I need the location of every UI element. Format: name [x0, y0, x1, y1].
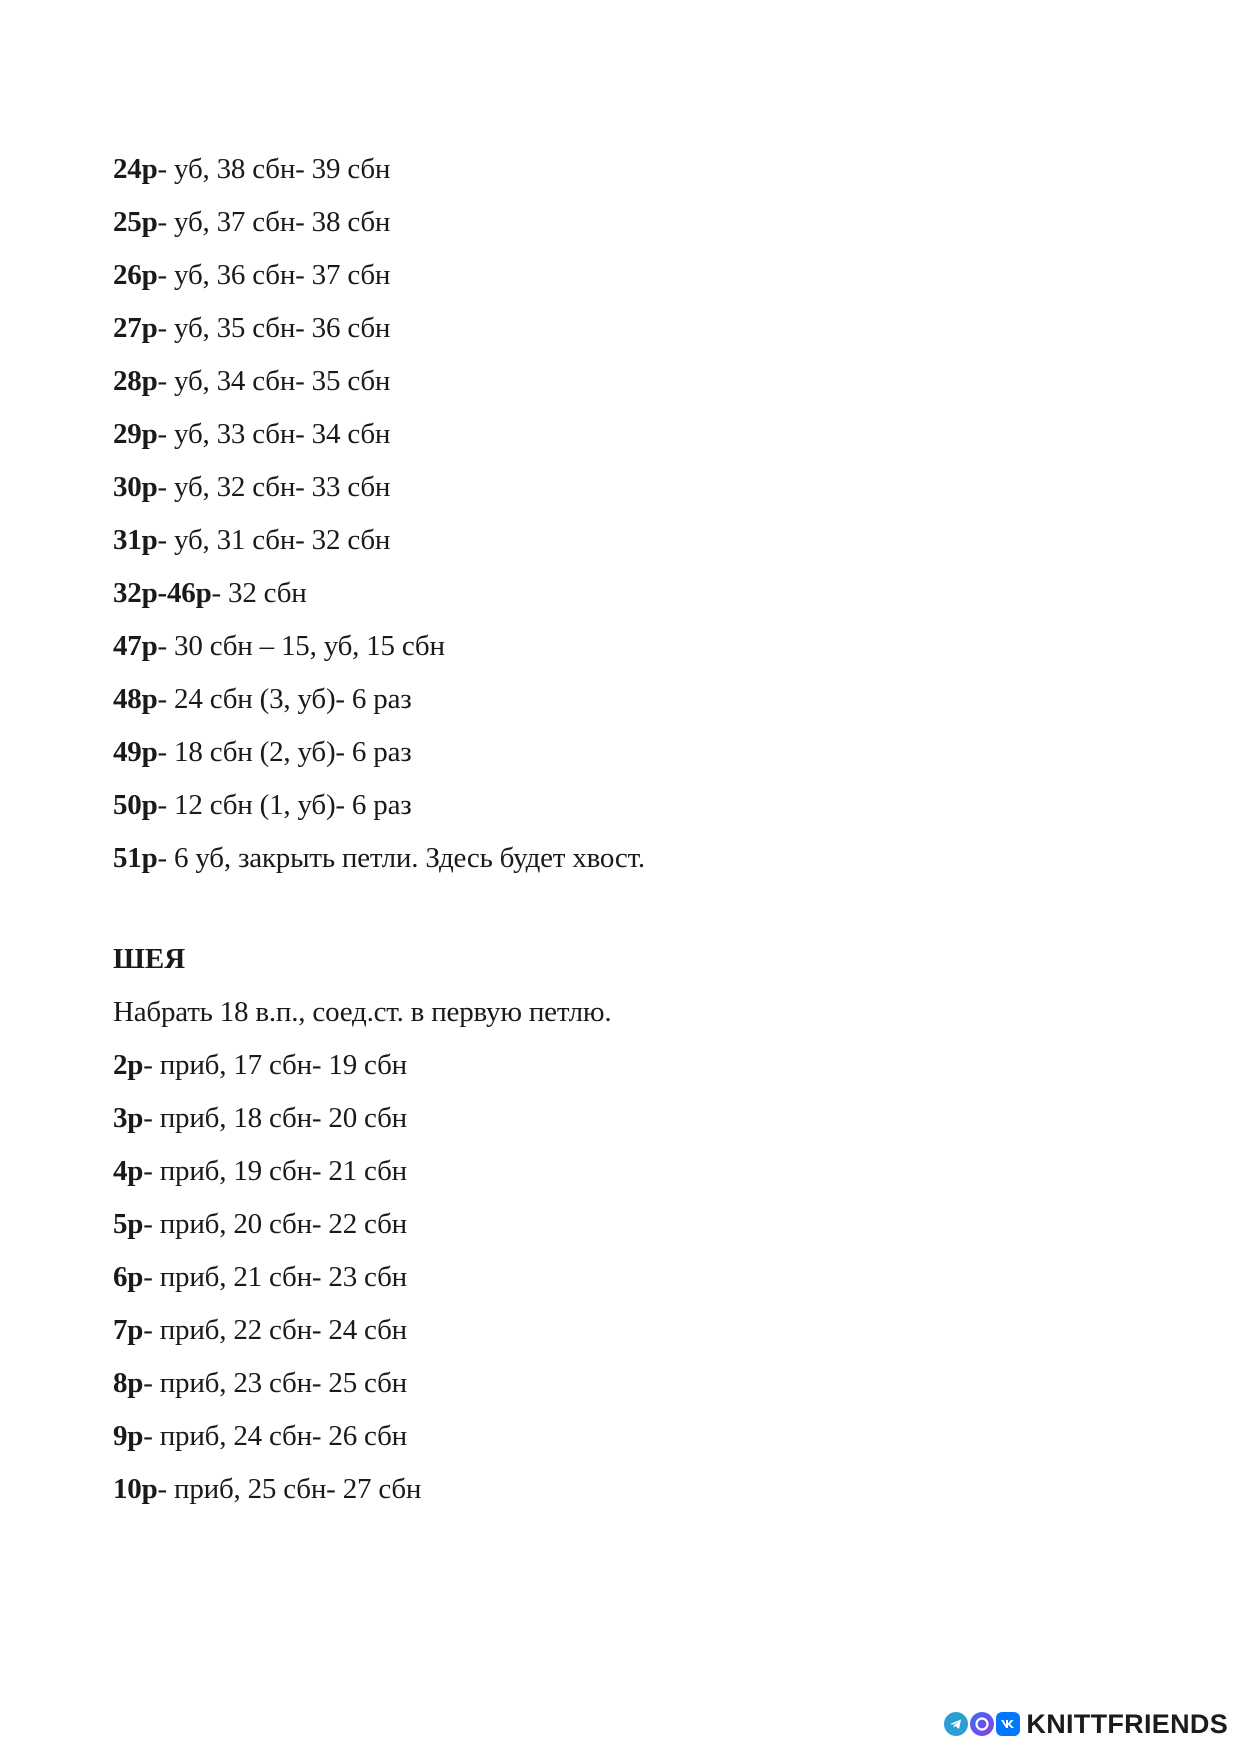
- row-label: 50р: [113, 789, 158, 821]
- row-line: [113, 1092, 1113, 1145]
- row-line: [113, 1463, 1113, 1516]
- row-text: - уб, 31 сбн- 32 сбн: [157, 524, 391, 556]
- row-label: 32р-46р: [113, 577, 212, 609]
- row-text: - уб, 38 сбн- 39 сбн: [157, 153, 391, 185]
- row-line: [113, 461, 1113, 514]
- row-line: [113, 1304, 1113, 1357]
- row-text: - приб, 19 сбн- 21 сбн: [143, 1155, 407, 1187]
- row-line: [113, 249, 1113, 302]
- vk-icon: [996, 1712, 1020, 1736]
- row-label: 2р: [113, 1049, 144, 1081]
- row-label: 47р: [113, 630, 158, 662]
- row-text: - уб, 33 сбн- 34 сбн: [157, 418, 391, 450]
- row-text: - 24 сбн (3, уб)- 6 раз: [157, 683, 412, 715]
- row-text: - уб, 34 сбн- 35 сбн: [157, 365, 391, 397]
- row-text: - приб, 22 сбн- 24 сбн: [143, 1314, 407, 1346]
- row-label: 3р: [113, 1102, 144, 1134]
- row-line: [113, 514, 1113, 567]
- telegram-icon: [944, 1712, 968, 1736]
- rows-list-top: [113, 143, 1113, 885]
- row-line: [113, 673, 1113, 726]
- row-label: 51р: [113, 842, 158, 874]
- row-label: 28р: [113, 365, 158, 397]
- row-text: - уб, 36 сбн- 37 сбн: [157, 259, 391, 291]
- row-label: 8р: [113, 1367, 144, 1399]
- row-text: - 12 сбн (1, уб)- 6 раз: [157, 789, 412, 821]
- row-text: - 32 сбн: [211, 577, 307, 609]
- row-line: [113, 196, 1113, 249]
- row-text: - 30 сбн – 15, уб, 15 сбн: [157, 630, 445, 662]
- row-text: - уб, 37 сбн- 38 сбн: [157, 206, 391, 238]
- row-line: [113, 1357, 1113, 1410]
- row-line: [113, 1410, 1113, 1463]
- row-label: 29р: [113, 418, 158, 450]
- row-text: - приб, 25 сбн- 27 сбн: [157, 1473, 422, 1505]
- row-line: [113, 143, 1113, 196]
- row-line: [113, 355, 1113, 408]
- row-line: [113, 1251, 1113, 1304]
- neck-section: [113, 933, 1113, 1516]
- row-label: 24р: [113, 153, 158, 185]
- row-label: 10р: [113, 1473, 158, 1505]
- row-line: [113, 726, 1113, 779]
- intro-line: Набрать 18 в.п., соед.ст. в первую петлю.: [113, 996, 612, 1028]
- row-text: - уб, 32 сбн- 33 сбн: [157, 471, 391, 503]
- row-label: 26р: [113, 259, 158, 291]
- row-label: 6р: [113, 1261, 144, 1293]
- row-text: - приб, 23 сбн- 25 сбн: [143, 1367, 407, 1399]
- row-label: 25р: [113, 206, 158, 238]
- row-text: - приб, 24 сбн- 26 сбн: [143, 1420, 407, 1452]
- watermark: [944, 1709, 1228, 1739]
- row-line: [113, 408, 1113, 461]
- row-label: 48р: [113, 683, 158, 715]
- row-label: 49р: [113, 736, 158, 768]
- max-icon: [970, 1712, 994, 1736]
- row-line: [113, 302, 1113, 355]
- row-text: - приб, 21 сбн- 23 сбн: [143, 1261, 407, 1293]
- row-label: 9р: [113, 1420, 144, 1452]
- row-line: [113, 1198, 1113, 1251]
- row-line: [113, 1039, 1113, 1092]
- row-text: - приб, 17 сбн- 19 сбн: [143, 1049, 407, 1081]
- row-line: [113, 567, 1113, 620]
- section-title: ШЕЯ: [113, 943, 186, 975]
- row-text: - 6 уб, закрыть петли. Здесь будет хвост.: [157, 842, 645, 874]
- watermark-text: KNITTFRIENDS: [1026, 1708, 1228, 1739]
- row-line: [113, 1145, 1113, 1198]
- row-label: 31р: [113, 524, 158, 556]
- row-line: [113, 832, 1113, 885]
- row-label: 7р: [113, 1314, 144, 1346]
- row-line: [113, 620, 1113, 673]
- row-label: 27р: [113, 312, 158, 344]
- row-label: 4р: [113, 1155, 144, 1187]
- row-label: 30р: [113, 471, 158, 503]
- row-text: - приб, 18 сбн- 20 сбн: [143, 1102, 407, 1134]
- row-line: [113, 779, 1113, 832]
- row-text: - приб, 20 сбн- 22 сбн: [143, 1208, 407, 1240]
- row-label: 5р: [113, 1208, 144, 1240]
- row-text: - 18 сбн (2, уб)- 6 раз: [157, 736, 412, 768]
- row-text: - уб, 35 сбн- 36 сбн: [157, 312, 391, 344]
